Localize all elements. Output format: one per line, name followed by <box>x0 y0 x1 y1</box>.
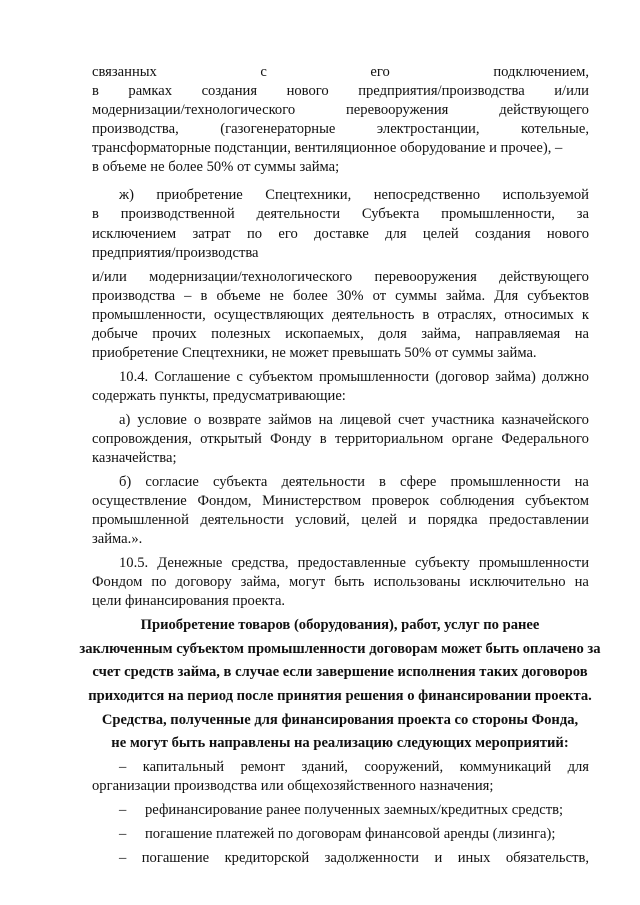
word: нового <box>546 226 589 242</box>
word: полезных <box>211 326 271 342</box>
word: – <box>119 850 127 866</box>
word: Денежные <box>157 555 223 571</box>
word: объеме <box>216 288 261 304</box>
text-line <box>92 511 589 529</box>
word: и <box>434 850 443 866</box>
word: должно <box>541 369 589 385</box>
text-line <box>119 758 589 776</box>
word: действующего <box>499 102 589 118</box>
word: приобретение <box>156 187 243 203</box>
word: на <box>574 474 589 490</box>
word: промышленной <box>92 512 189 528</box>
word: создания <box>201 83 258 99</box>
word: субъектом <box>525 493 589 509</box>
word: капитальный <box>142 759 225 775</box>
word: Федерального <box>501 431 589 447</box>
word: нового <box>286 83 329 99</box>
text-line <box>119 554 589 572</box>
word: б) <box>119 474 132 490</box>
text-line <box>119 849 589 867</box>
word: доставке <box>314 226 369 242</box>
word: сооружений, <box>364 759 444 775</box>
bold-text: счет средств займа, в случае если завершение исполнения таких договоров <box>92 664 588 680</box>
word: не <box>269 288 284 304</box>
word: котельные, <box>521 121 589 137</box>
word: займа, <box>421 326 461 342</box>
word: в <box>92 206 99 222</box>
word: Министерством <box>262 493 362 509</box>
word: могут <box>289 574 326 590</box>
text-line <box>119 411 589 429</box>
word: прочих <box>152 326 197 342</box>
text-line <box>92 777 589 795</box>
text-segment: трансформаторные подстанции, вентиляционное оборудование и прочее), – <box>92 140 563 156</box>
word: в <box>379 474 386 490</box>
word: перевооружения <box>374 269 477 285</box>
word: порядка <box>427 512 478 528</box>
word: проверок <box>371 493 430 509</box>
word: сопровождения, <box>92 431 192 447</box>
text-line <box>70 711 610 729</box>
word: на <box>318 412 333 428</box>
word: ископаемых, <box>285 326 364 342</box>
word: сфере <box>400 474 437 490</box>
word: в <box>319 431 327 447</box>
text-line <box>92 82 589 100</box>
word: в <box>92 83 99 99</box>
word: 10.5. <box>119 555 149 571</box>
word: счет <box>398 412 425 428</box>
word: использованы <box>373 574 461 590</box>
word: 10.4. <box>119 369 149 385</box>
bold-text: не могут быть направлены на реализацию следующих мероприятий: <box>111 735 569 751</box>
text-segment: казначейства; <box>92 450 177 466</box>
word: в <box>200 288 208 304</box>
word: подключением, <box>493 64 589 80</box>
word: создания <box>475 226 531 242</box>
text-segment: предприятия/производства <box>92 245 259 261</box>
word: возврате <box>208 412 262 428</box>
text-line <box>92 120 589 138</box>
word: субъектов <box>527 288 589 304</box>
word: Фонду <box>270 431 312 447</box>
word: Для <box>494 288 519 304</box>
word: связанных <box>92 64 157 80</box>
word: кредиторской <box>224 850 310 866</box>
word: средства, <box>231 555 289 571</box>
word: используемой <box>502 187 589 203</box>
word: органе <box>451 431 494 447</box>
word: действующего <box>499 269 589 285</box>
word: и <box>408 512 417 528</box>
text-line <box>92 268 589 286</box>
word: Соглашение <box>154 369 231 385</box>
word: субъектом <box>249 369 313 385</box>
text-line <box>119 368 589 386</box>
text-line <box>92 325 589 343</box>
word: быть <box>334 574 365 590</box>
word: промышленности <box>478 555 589 571</box>
word: займа) <box>495 369 536 385</box>
word: Фондом <box>92 574 143 590</box>
text-line <box>70 687 610 705</box>
word: коммуникаций <box>459 759 552 775</box>
word: участника <box>431 412 495 428</box>
text-line <box>92 387 589 405</box>
word: ж) <box>119 187 134 203</box>
text-line <box>92 344 589 362</box>
word: деятельность <box>331 307 415 323</box>
word: займов <box>268 412 312 428</box>
text-line <box>92 287 589 305</box>
dash-bullet: – <box>119 802 127 818</box>
text-line <box>119 825 589 843</box>
word: Спецтехники, <box>265 187 352 203</box>
word: о <box>193 412 202 428</box>
word: целей <box>361 512 398 528</box>
word: для <box>567 759 589 775</box>
word: по <box>246 226 263 242</box>
word: (договор <box>435 369 490 385</box>
text-line <box>70 640 610 658</box>
text-segment: содержать пункты, предусматривающие: <box>92 388 346 404</box>
text-line <box>70 616 610 634</box>
word: казначейского <box>501 412 589 428</box>
word: промышленности <box>318 369 430 385</box>
word: к <box>581 307 589 323</box>
word: непосредственно <box>373 187 480 203</box>
word: предприятия/производства <box>358 83 525 99</box>
word: – <box>184 288 192 304</box>
word: займа, <box>240 574 280 590</box>
word: согласие <box>145 474 199 490</box>
word: исключительно <box>469 574 566 590</box>
word: субъекта <box>212 474 268 490</box>
word: промышленности <box>450 474 561 490</box>
word: исключением <box>92 226 177 242</box>
word: деятельности <box>200 512 284 528</box>
word: электростанции, <box>376 121 480 137</box>
word: модернизации/технологического <box>92 102 296 118</box>
text-segment: рефинансирование ранее полученных заемных/кредитных средств; <box>145 802 564 818</box>
word: осуществляющих <box>213 307 324 323</box>
word: Субъекта <box>361 206 420 222</box>
word: модернизации/технологического <box>149 269 353 285</box>
word: Фондом, <box>197 493 252 509</box>
word: от <box>372 288 387 304</box>
word: на <box>574 574 589 590</box>
word: зданий, <box>301 759 348 775</box>
text-line <box>92 306 589 324</box>
bold-text: Средства, полученные для финансирования проекта со стороны Фонда, <box>101 712 579 728</box>
word: относимых <box>504 307 574 323</box>
word: рамках <box>128 83 173 99</box>
word: субъекту <box>414 555 470 571</box>
word: предоставлении <box>489 512 589 528</box>
word: – <box>119 759 127 775</box>
word: займа. <box>445 288 486 304</box>
text-line <box>92 225 589 243</box>
text-line <box>92 492 589 510</box>
text-segment: в объеме не более 50% от суммы займа; <box>92 159 340 175</box>
text-segment: организации производства или общехозяйственного назначения; <box>92 778 494 794</box>
word: его <box>370 64 390 80</box>
word: промышленности, <box>92 307 206 323</box>
word: иных <box>457 850 491 866</box>
word: более <box>292 288 328 304</box>
word: 30% <box>336 288 364 304</box>
word: деятельности <box>281 474 365 490</box>
word: его <box>278 226 298 242</box>
word: (газогенераторные <box>220 121 336 137</box>
text-line <box>70 734 610 752</box>
word: для <box>385 226 407 242</box>
word: перевооружения <box>345 102 449 118</box>
word: по <box>151 574 167 590</box>
word: соблюдения <box>439 493 515 509</box>
word: условий, <box>295 512 350 528</box>
word: доля <box>378 326 407 342</box>
word: задолженности <box>324 850 419 866</box>
text-line <box>92 205 589 223</box>
text-segment: цели финансирования проекта. <box>92 593 286 609</box>
text-segment: погашение платежей по договорам финансовой аренды (лизинга); <box>145 826 556 842</box>
dash-bullet: – <box>119 826 127 842</box>
bold-text: заключенным субъектом промышленности договорам может быть оплачено за <box>79 641 601 657</box>
word: ремонт <box>240 759 286 775</box>
word: лицевой <box>339 412 392 428</box>
bold-text: приходится на период после принятия решения о финансировании проекта. <box>88 688 592 704</box>
word: суммы <box>395 288 437 304</box>
word: обязательств, <box>505 850 589 866</box>
word: добыче <box>92 326 138 342</box>
text-line <box>92 592 589 610</box>
text-line <box>92 139 589 157</box>
word: производственной <box>120 206 235 222</box>
word: и/или <box>92 269 127 285</box>
word: предоставленные <box>297 555 406 571</box>
word: производства <box>92 288 176 304</box>
word: промышленности, <box>441 206 555 222</box>
word: на <box>574 326 589 342</box>
word: отраслях, <box>437 307 497 323</box>
word: производства, <box>92 121 179 137</box>
text-line <box>70 663 610 681</box>
text-segment: займа.». <box>92 531 143 547</box>
word: договору <box>175 574 232 590</box>
word: погашение <box>141 850 210 866</box>
word: с <box>236 369 243 385</box>
text-line <box>92 530 589 548</box>
word: направляемая <box>475 326 561 342</box>
word: с <box>260 64 267 80</box>
word: в <box>422 307 430 323</box>
word: территориальном <box>334 431 444 447</box>
word: открытый <box>200 431 262 447</box>
word: за <box>576 206 589 222</box>
text-line <box>92 63 589 81</box>
word: а) <box>119 412 131 428</box>
text-line <box>119 473 589 491</box>
bold-text: Приобретение товаров (оборудования), работ, услуг по ранее <box>140 617 540 633</box>
word: условие <box>137 412 187 428</box>
text-line <box>119 186 589 204</box>
word: осуществление <box>92 493 187 509</box>
word: деятельности <box>256 206 341 222</box>
text-line <box>92 449 589 467</box>
text-line <box>92 158 589 176</box>
text-line <box>92 101 589 119</box>
word: затрат <box>192 226 231 242</box>
word: целей <box>422 226 459 242</box>
text-line <box>92 244 589 262</box>
text-line <box>92 430 589 448</box>
text-line <box>119 801 589 819</box>
text-line <box>92 573 589 591</box>
text-segment: приобретение Спецтехники, не может превышать 50% от суммы займа. <box>92 345 537 361</box>
word: и/или <box>554 83 589 99</box>
